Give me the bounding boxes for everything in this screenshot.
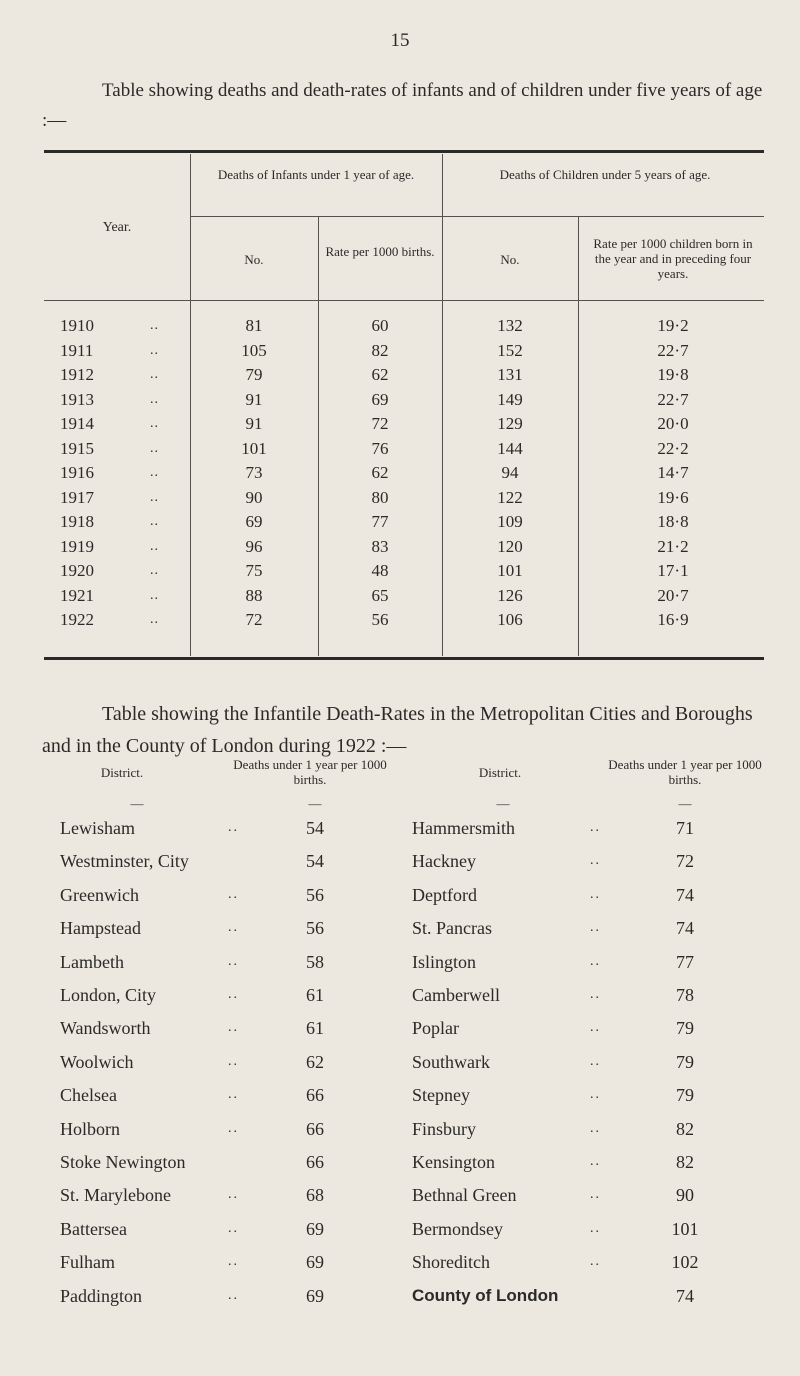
- header-dash: —: [678, 796, 692, 811]
- district-name: Wandsworth: [60, 1018, 151, 1039]
- row-year: 1910: [60, 316, 94, 335]
- row-child-rate: 21·2: [657, 536, 689, 556]
- district-rate: 61: [306, 1018, 324, 1039]
- leader-dots: ..: [590, 1053, 601, 1069]
- leader-dots: ..: [150, 563, 159, 578]
- leader-dots: ..: [228, 987, 239, 1002]
- row-child-deaths: 144: [497, 438, 523, 458]
- district-rate: 69: [306, 1285, 324, 1306]
- row-infant-deaths: 105: [241, 340, 267, 360]
- divider: [318, 216, 319, 300]
- leader-dots: ..: [228, 1254, 239, 1270]
- group-children-header: Deaths of Children under 5 years of age.: [499, 167, 711, 182]
- row-infant-deaths: 88: [245, 585, 263, 605]
- row-infant-deaths: 69: [245, 512, 263, 531]
- row-year: 1919: [60, 536, 94, 556]
- district-rate: 54: [306, 851, 324, 872]
- district-rate: 79: [676, 1051, 694, 1072]
- district-name: Finsbury: [412, 1118, 477, 1139]
- row-child-rate: 16·9: [657, 610, 689, 629]
- row-year: 1915: [60, 438, 94, 458]
- row-year: 1917: [60, 487, 94, 507]
- row-infant-rate: 56: [371, 610, 389, 629]
- district-rate: 79: [676, 1085, 694, 1106]
- leader-dots: ..: [590, 1120, 601, 1136]
- leader-dots: ..: [150, 391, 159, 407]
- leader-dots: ..: [228, 1087, 239, 1103]
- col-year-header: Year.: [102, 220, 132, 235]
- district-name: St. Marylebone: [60, 1185, 171, 1206]
- district-name: Woolwich: [60, 1051, 134, 1072]
- row-child-rate: 17·1: [657, 561, 689, 580]
- district-name: Holborn: [60, 1118, 120, 1139]
- leader-dots: ..: [228, 1020, 239, 1036]
- divider: [190, 154, 191, 300]
- leader-dots: ..: [590, 853, 601, 869]
- row-child-deaths: 152: [497, 340, 523, 360]
- row-infant-deaths: 81: [245, 316, 263, 335]
- col-inf-rate-header: Rate per 1000 births.: [325, 244, 435, 259]
- district-rate: 71: [676, 818, 694, 838]
- leader-dots: ..: [228, 953, 239, 969]
- header-dash: —: [496, 796, 510, 811]
- row-year: 1920: [60, 561, 94, 580]
- row-year: 1921: [60, 585, 94, 605]
- row-child-deaths: 122: [497, 487, 523, 507]
- row-infant-deaths: 91: [245, 414, 263, 433]
- leader-dots: ..: [150, 465, 159, 480]
- district-name: Lambeth: [60, 951, 124, 972]
- leader-dots: ..: [590, 1087, 601, 1103]
- district-rate: 61: [306, 985, 324, 1005]
- row-year: 1911: [60, 340, 94, 360]
- district-rate: 69: [306, 1252, 324, 1273]
- row-year: 1916: [60, 463, 94, 482]
- district-rate: 69: [306, 1218, 324, 1239]
- district-rate: 78: [676, 985, 694, 1005]
- row-infant-rate: 60: [371, 316, 389, 335]
- row-year: 1912: [60, 365, 94, 384]
- row-child-deaths: 132: [497, 316, 523, 335]
- row-infant-rate: 77: [371, 512, 389, 531]
- col-inf-no-header: No.: [244, 252, 264, 267]
- district-rate: 79: [676, 1018, 694, 1039]
- leader-dots: ..: [150, 514, 159, 529]
- district-name: Greenwich: [60, 884, 139, 905]
- district-rate: 82: [676, 1152, 694, 1172]
- row-infant-rate: 72: [371, 414, 389, 433]
- leader-dots: ..: [150, 612, 159, 627]
- row-child-rate: 20·7: [657, 585, 689, 605]
- table1-heading: Table showing deaths and death-rates of infants and of children under five years of age :—: [42, 80, 763, 131]
- col-district-header: District.: [100, 765, 144, 780]
- page-number: 15: [390, 30, 410, 51]
- district-name: London, City: [60, 985, 157, 1005]
- leader-dots: ..: [228, 886, 239, 902]
- row-child-deaths: 149: [497, 389, 523, 409]
- leader-dots: ..: [590, 920, 601, 936]
- leader-dots: ..: [228, 1187, 239, 1203]
- row-infant-rate: 62: [371, 365, 389, 384]
- district-rate: 74: [676, 918, 694, 939]
- row-infant-rate: 76: [371, 438, 389, 458]
- row-child-rate: 19·8: [657, 365, 689, 384]
- row-child-rate: 22·7: [657, 389, 689, 409]
- row-infant-rate: 69: [371, 389, 389, 409]
- leader-dots: ..: [228, 1053, 239, 1069]
- district-rate: 62: [306, 1051, 324, 1072]
- district-name: Bethnal Green: [412, 1185, 517, 1206]
- district-name: Stoke Newington: [60, 1152, 186, 1172]
- leader-dots: ..: [228, 1120, 239, 1136]
- leader-dots: ..: [590, 1154, 601, 1169]
- row-year: 1914: [60, 414, 94, 433]
- leader-dots: ..: [590, 1187, 601, 1203]
- row-infant-deaths: 101: [241, 438, 267, 458]
- row-infant-rate: 48: [371, 561, 389, 580]
- district-rate: 56: [306, 918, 324, 939]
- row-child-deaths: 131: [497, 365, 523, 384]
- leader-dots: ..: [590, 953, 601, 969]
- district-rate: 74: [676, 884, 694, 905]
- row-child-rate: 20·0: [657, 414, 689, 433]
- row-infant-rate: 83: [371, 536, 389, 556]
- leader-dots: ..: [150, 367, 159, 382]
- divider: [578, 216, 579, 300]
- row-infant-rate: 62: [371, 463, 389, 482]
- row-child-rate: 22·2: [657, 438, 689, 458]
- district-name: Westminster, City: [60, 851, 189, 872]
- row-infant-deaths: 96: [245, 536, 263, 556]
- col-district2-header: District.: [478, 765, 522, 780]
- district-rate: 66: [306, 1152, 324, 1172]
- district-name: Hackney: [412, 851, 476, 872]
- leader-dots: ..: [150, 318, 159, 333]
- district-name: Stepney: [412, 1085, 470, 1106]
- row-child-deaths: 129: [497, 414, 523, 433]
- header-dash: —: [130, 796, 144, 811]
- leader-dots: ..: [150, 587, 159, 603]
- children-subheader-rule: [442, 216, 764, 217]
- district-name: Lewisham: [60, 818, 135, 838]
- table2-heading: Table showing the Infantile Death-Rates in the Metropolitan Cities and Boroughs and in the County of London during 1922 :—: [42, 703, 753, 757]
- district-rate: 68: [306, 1185, 324, 1206]
- col-ch-no-header: No.: [500, 252, 520, 267]
- row-year: 1913: [60, 389, 94, 409]
- district-name: County of London: [412, 1285, 559, 1305]
- row-infant-deaths: 91: [245, 389, 263, 409]
- leader-dots: ..: [228, 920, 239, 936]
- district-rate: 102: [671, 1252, 699, 1273]
- group-infants-header: Deaths of Infants under 1 year of age.: [217, 167, 415, 182]
- leader-dots: ..: [590, 1020, 601, 1036]
- district-rate: 82: [676, 1118, 694, 1139]
- table1-top-rule: [44, 150, 764, 153]
- leader-dots: ..: [228, 1287, 239, 1303]
- row-child-deaths: 126: [497, 585, 523, 605]
- district-name: Camberwell: [412, 985, 500, 1005]
- row-infant-rate: 65: [371, 585, 389, 605]
- district-name: Bermondsey: [412, 1218, 503, 1239]
- col-deaths-header: Deaths under 1 year per 1000 births.: [233, 757, 387, 787]
- leader-dots: ..: [590, 820, 601, 835]
- row-infant-deaths: 72: [245, 610, 263, 629]
- row-child-rate: 19·6: [657, 487, 689, 507]
- leader-dots: ..: [150, 489, 159, 505]
- row-infant-rate: 82: [371, 340, 389, 360]
- leader-dots: ..: [590, 1254, 601, 1270]
- row-infant-deaths: 90: [245, 487, 263, 507]
- leader-dots: ..: [150, 440, 159, 456]
- col-ch-rate-header: Rate per 1000 children born in the year and in preceding four years.: [593, 236, 753, 281]
- row-child-rate: 22·7: [657, 340, 689, 360]
- row-infant-rate: 80: [371, 487, 389, 507]
- row-year: 1922: [60, 610, 94, 629]
- district-rate: 77: [676, 951, 694, 972]
- district-rate: 54: [306, 818, 324, 838]
- district-rate: 66: [306, 1118, 324, 1139]
- district-name: Hammersmith: [412, 818, 515, 838]
- district-name: Chelsea: [60, 1085, 117, 1106]
- divider: [442, 154, 443, 300]
- infants-subheader-rule: [190, 216, 442, 217]
- table1-bottom-rule: [44, 657, 764, 660]
- district-name: Deptford: [412, 884, 477, 905]
- district-rate: 72: [676, 851, 694, 872]
- district-name: Kensington: [412, 1152, 495, 1172]
- leader-dots: ..: [228, 1220, 239, 1236]
- row-child-rate: 14·7: [657, 463, 689, 482]
- header-dash: —: [308, 796, 322, 811]
- district-rate: 58: [306, 951, 324, 972]
- district-name: Paddington: [60, 1285, 143, 1306]
- district-name: Southwark: [412, 1051, 490, 1072]
- district-name: St. Pancras: [412, 918, 492, 939]
- row-child-deaths: 94: [501, 463, 519, 482]
- col-deaths2-header: Deaths under 1 year per 1000 births.: [608, 757, 762, 787]
- district-rate: 101: [671, 1218, 699, 1239]
- row-infant-deaths: 73: [245, 463, 263, 482]
- district-name: Hampstead: [60, 918, 141, 939]
- leader-dots: ..: [150, 416, 159, 431]
- leader-dots: ..: [590, 1220, 601, 1236]
- row-child-deaths: 101: [497, 561, 523, 580]
- row-infant-deaths: 75: [245, 561, 263, 580]
- district-rate: 56: [306, 884, 324, 905]
- district-name: Battersea: [60, 1218, 127, 1239]
- leader-dots: ..: [590, 886, 601, 902]
- district-rate: 66: [306, 1085, 324, 1106]
- row-child-deaths: 109: [497, 512, 523, 531]
- row-child-rate: 18·8: [657, 512, 689, 531]
- row-child-deaths: 120: [497, 536, 523, 556]
- leader-dots: ..: [590, 987, 601, 1002]
- district-name: Shoreditch: [412, 1252, 490, 1273]
- row-child-rate: 19·2: [657, 316, 689, 335]
- district-name: Fulham: [60, 1252, 116, 1273]
- row-infant-deaths: 79: [245, 365, 263, 384]
- row-year: 1918: [60, 512, 94, 531]
- leader-dots: ..: [228, 820, 239, 835]
- row-child-deaths: 106: [497, 610, 523, 629]
- table1-header-rule: [44, 300, 764, 301]
- district-name: Islington: [412, 951, 477, 972]
- district-name: Poplar: [412, 1018, 459, 1039]
- district-rate: 90: [676, 1185, 694, 1206]
- leader-dots: ..: [150, 342, 159, 358]
- leader-dots: ..: [150, 538, 159, 554]
- district-rate: 74: [676, 1285, 694, 1306]
